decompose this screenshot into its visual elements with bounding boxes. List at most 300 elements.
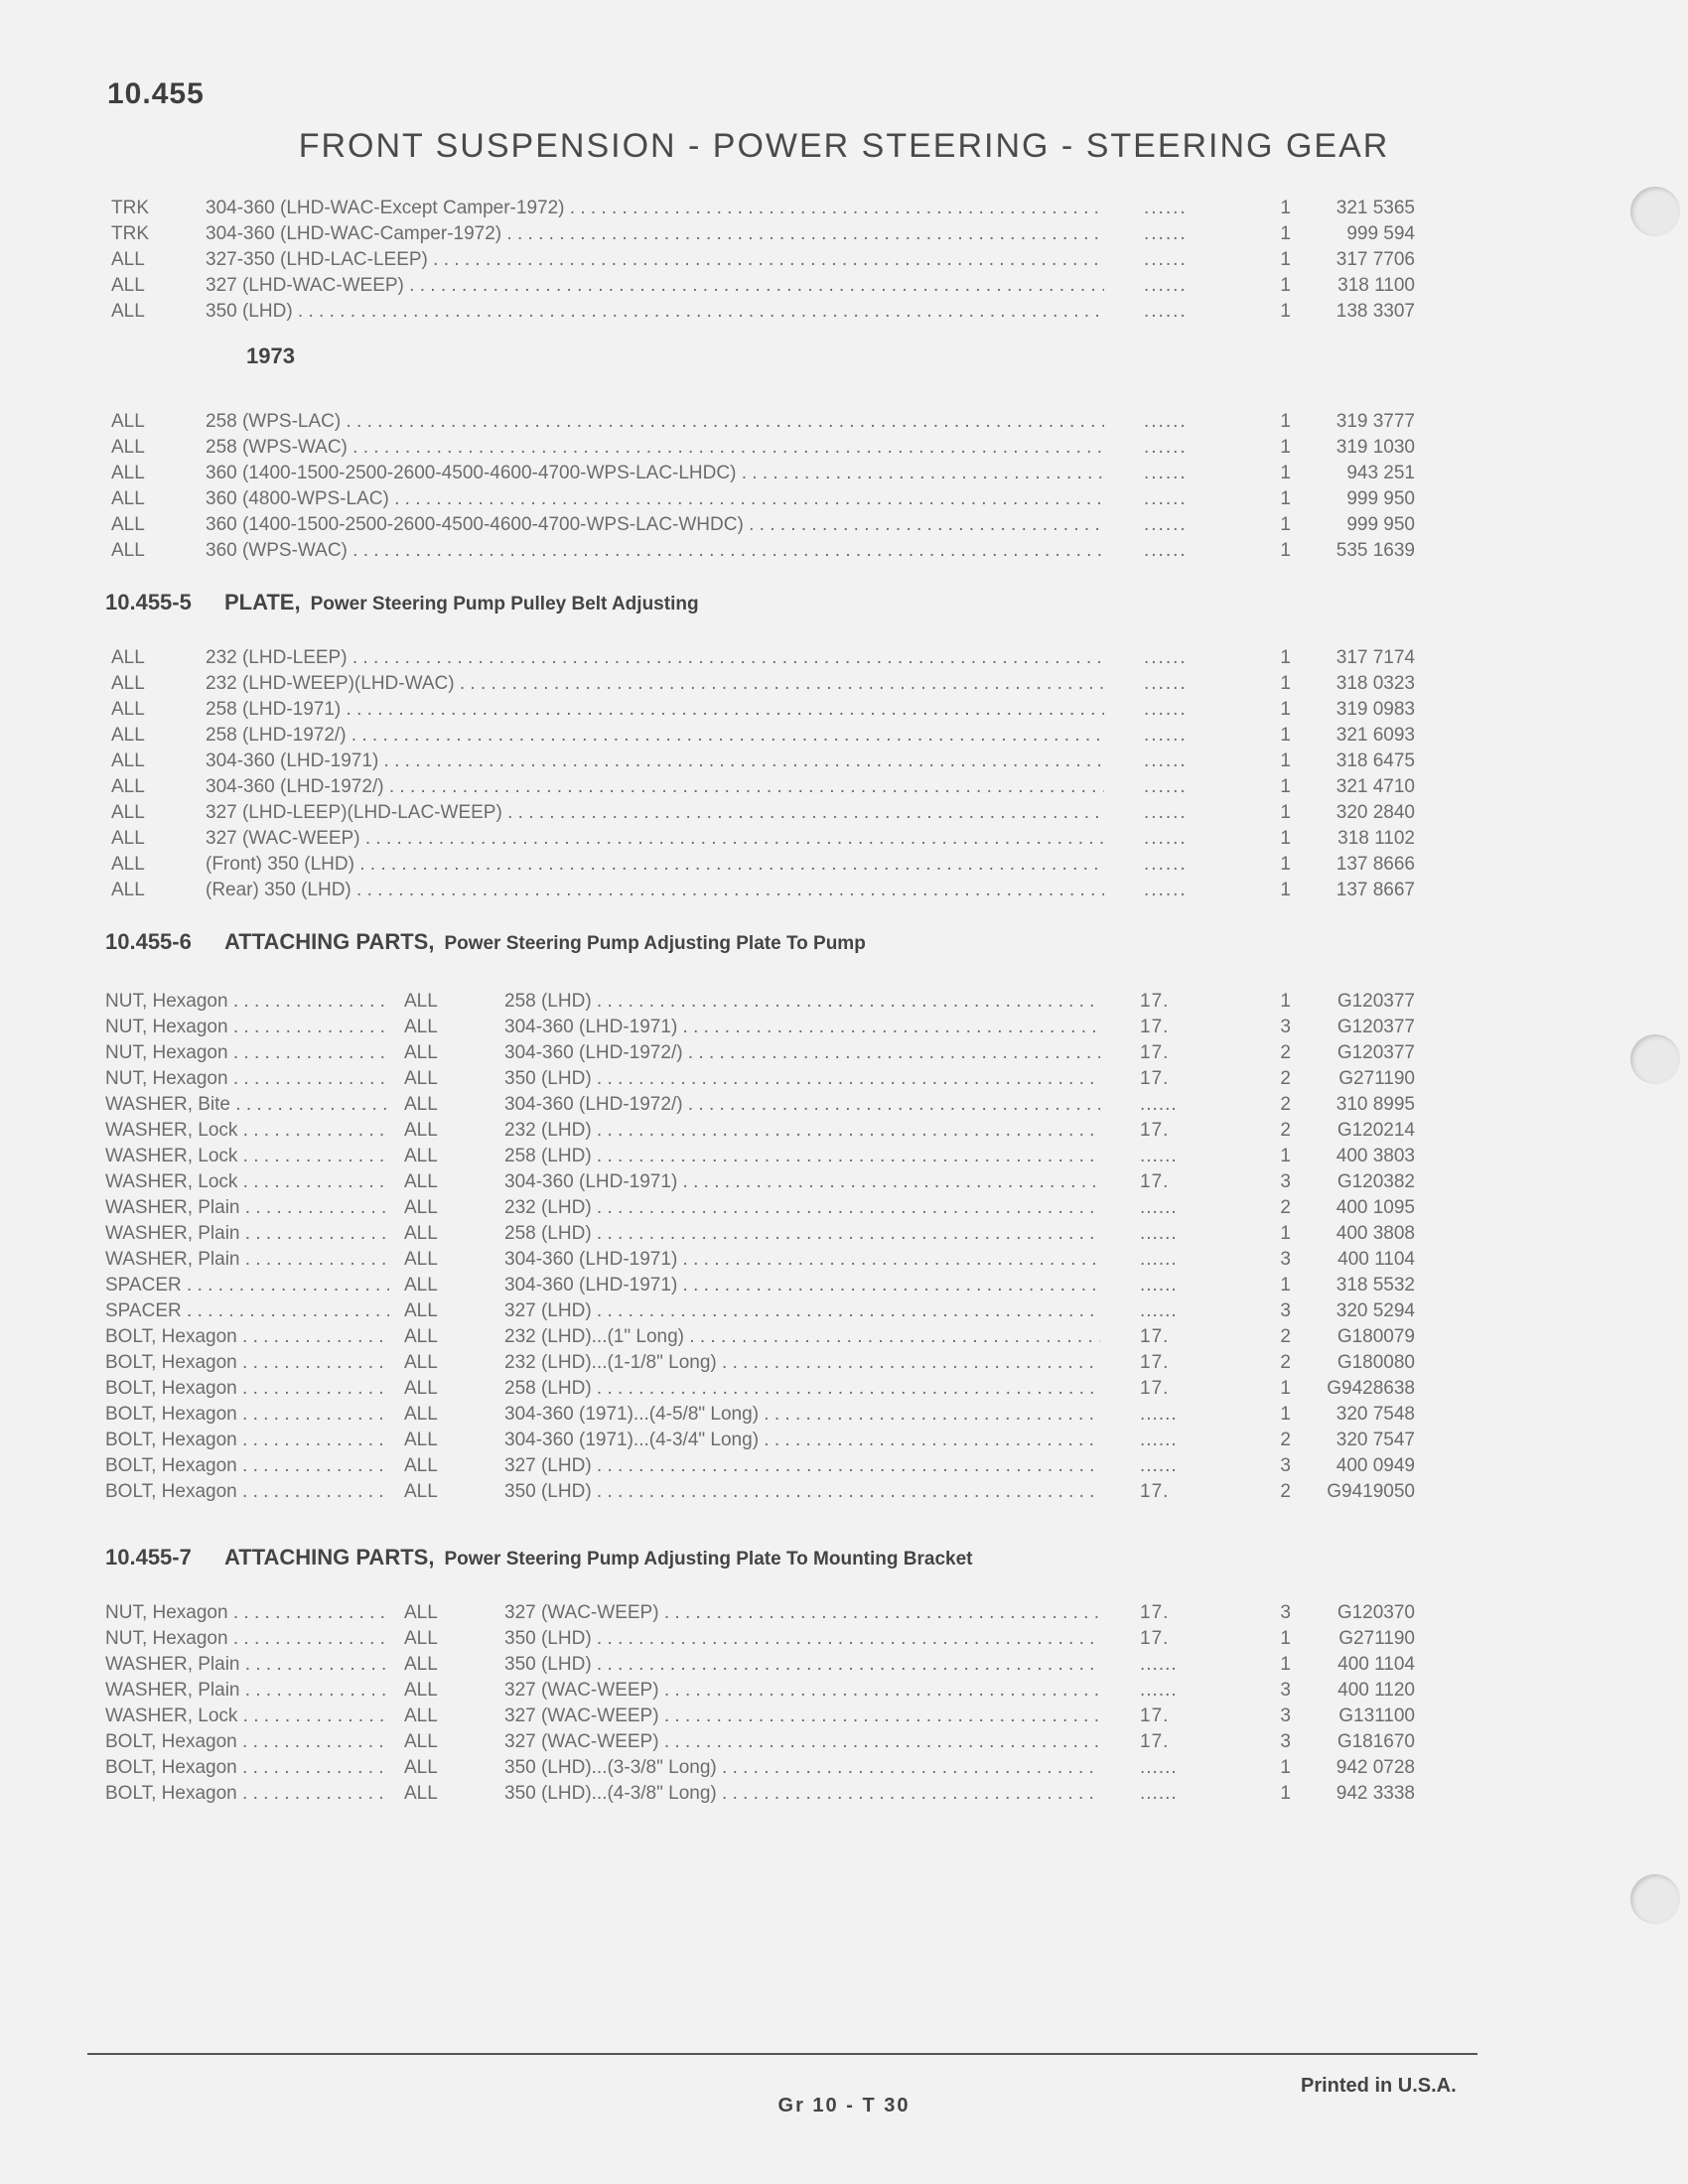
part-number: 320 7548 (1336, 1404, 1415, 1425)
parts-row (0, 1118, 1688, 1144)
parts-row (0, 852, 1688, 878)
parts-row (0, 221, 1688, 247)
group-dots: ...... (1144, 854, 1188, 875)
parts-row (0, 1600, 1688, 1626)
description: 304-360 (LHD-1971) . . . (504, 1247, 1100, 1273)
group-dots: ...... (1144, 411, 1188, 432)
application: ALL (111, 488, 145, 509)
application: ALL (111, 514, 145, 535)
application: ALL (404, 1783, 438, 1804)
parts-row (0, 1092, 1688, 1118)
application: ALL (111, 854, 145, 875)
group-number: ...... (1140, 1680, 1178, 1701)
quantity: 1 (1280, 725, 1291, 746)
group-number: 17. (1140, 991, 1170, 1012)
part-name: WASHER, Plain . . . (105, 1195, 389, 1221)
application: ALL (111, 463, 145, 483)
quantity: 1 (1280, 751, 1291, 771)
section-number: 10.455-5 (105, 590, 192, 614)
description: 304-360 (LHD-1971) . . . (504, 1015, 1100, 1040)
application: ALL (111, 301, 145, 322)
part-name: WASHER, Plain . . . (105, 1652, 389, 1678)
group-dots: ...... (1144, 249, 1188, 270)
quantity: 1 (1280, 488, 1291, 509)
parts-row (0, 749, 1688, 774)
parts-row (0, 1652, 1688, 1678)
description: 327 (LHD) . . . (504, 1453, 1100, 1479)
part-name: NUT, Hexagon . . . (105, 1066, 389, 1092)
quantity: 2 (1280, 1481, 1291, 1502)
parts-row (0, 723, 1688, 749)
description: 258 (LHD) . . . (504, 1144, 1100, 1169)
application: ALL (404, 1455, 438, 1476)
description: 304-360 (1971)...(4-3/4" Long) . . . (504, 1428, 1100, 1453)
application: ALL (404, 1680, 438, 1701)
part-number: 318 1102 (1337, 828, 1415, 849)
part-name: NUT, Hexagon . . . (105, 1600, 389, 1626)
description: (Front) 350 (LHD) . . . (206, 852, 1104, 878)
part-name: BOLT, Hexagon . . . (105, 1479, 389, 1505)
quantity: 2 (1280, 1352, 1291, 1373)
parts-row (0, 1298, 1688, 1324)
application: ALL (404, 1120, 438, 1141)
description: 232 (LHD)...(1-1/8" Long) . . . (504, 1350, 1100, 1376)
application: ALL (404, 1757, 438, 1778)
part-number: G9428638 (1327, 1378, 1415, 1399)
description: 304-360 (LHD-WAC-Except Camper-1972) . . . (206, 196, 1104, 221)
application: ALL (111, 751, 145, 771)
part-number: 321 5365 (1336, 198, 1415, 218)
quantity: 1 (1280, 540, 1291, 561)
page-footer: Gr 10 - T 30 (777, 2095, 911, 2116)
part-number: 137 8666 (1336, 854, 1415, 875)
quantity: 1 (1280, 463, 1291, 483)
application: ALL (404, 1628, 438, 1649)
group-number: 17. (1140, 1706, 1170, 1726)
part-number: G120377 (1336, 991, 1415, 1012)
part-name: WASHER, Bite . . . (105, 1092, 389, 1118)
quantity: 1 (1280, 991, 1291, 1012)
application: ALL (111, 725, 145, 746)
part-number: 999 950 (1346, 488, 1415, 509)
parts-row (0, 1221, 1688, 1247)
group-dots: ...... (1144, 673, 1188, 694)
description: 350 (LHD) . . . (504, 1652, 1100, 1678)
application: ALL (404, 1068, 438, 1089)
section-subtitle: Power Steering Pump Pulley Belt Adjusting (310, 594, 699, 614)
part-name: WASHER, Lock . . . (105, 1704, 389, 1729)
part-number: G271190 (1338, 1628, 1415, 1649)
quantity: 1 (1280, 275, 1291, 296)
parts-row (0, 1169, 1688, 1195)
description: 360 (1400-1500-2500-2600-4500-4600-4700-WPS-LAC-LHDC) . . . (206, 461, 1104, 486)
quantity: 1 (1280, 1757, 1291, 1778)
section-heading (105, 590, 699, 615)
group-dots: ...... (1144, 802, 1188, 823)
application: ALL (111, 802, 145, 823)
part-number: 942 3338 (1336, 1783, 1415, 1804)
group-number: ...... (1140, 1430, 1178, 1450)
quantity: 1 (1280, 411, 1291, 432)
part-number: 999 594 (1346, 223, 1415, 244)
parts-row (0, 1729, 1688, 1755)
section-title: ATTACHING PARTS, (224, 1545, 435, 1570)
part-number: 400 3808 (1336, 1223, 1415, 1244)
part-number: 321 6093 (1336, 725, 1415, 746)
description: 258 (LHD-1972/) . . . (206, 723, 1104, 749)
parts-row (0, 299, 1688, 325)
description: 327-350 (LHD-LAC-LEEP) . . . (206, 247, 1104, 273)
group-dots: ...... (1144, 198, 1188, 218)
quantity: 3 (1280, 1171, 1291, 1192)
group-dots: ...... (1144, 880, 1188, 900)
application: ALL (404, 1249, 438, 1270)
application: ALL (111, 275, 145, 296)
application: ALL (404, 1602, 438, 1623)
part-name: BOLT, Hexagon . . . (105, 1376, 389, 1402)
application: ALL (404, 1094, 438, 1115)
quantity: 2 (1280, 1068, 1291, 1089)
quantity: 1 (1280, 1628, 1291, 1649)
description: 258 (LHD) . . . (504, 1221, 1100, 1247)
application: ALL (404, 1706, 438, 1726)
footer-rule (87, 2053, 1477, 2055)
description: 360 (4800-WPS-LAC) . . . (206, 486, 1104, 512)
part-number: 320 5294 (1336, 1300, 1415, 1321)
description: 350 (LHD)...(3-3/8" Long) . . . (504, 1755, 1100, 1781)
quantity: 1 (1280, 673, 1291, 694)
part-number: G131100 (1338, 1706, 1415, 1726)
part-number: G120377 (1336, 1042, 1415, 1063)
part-name: SPACER . . . (105, 1273, 389, 1298)
description: 360 (WPS-WAC) . . . (206, 538, 1104, 564)
group-dots: ...... (1144, 437, 1188, 458)
part-number: G120214 (1336, 1120, 1415, 1141)
part-number: 319 0983 (1336, 699, 1415, 720)
group-number: ...... (1140, 1249, 1178, 1270)
part-number: G180079 (1336, 1326, 1415, 1347)
parts-row (0, 1040, 1688, 1066)
application: ALL (404, 1481, 438, 1502)
application: TRK (111, 198, 149, 218)
application: ALL (404, 1326, 438, 1347)
description: 327 (WAC-WEEP) . . . (206, 826, 1104, 852)
quantity: 3 (1280, 1731, 1291, 1752)
parts-row (0, 538, 1688, 564)
part-name: BOLT, Hexagon . . . (105, 1729, 389, 1755)
description: 350 (LHD) . . . (504, 1066, 1100, 1092)
application: ALL (111, 647, 145, 668)
application: ALL (111, 540, 145, 561)
part-number: 943 251 (1346, 463, 1415, 483)
group-dots: ...... (1144, 514, 1188, 535)
application: ALL (404, 1352, 438, 1373)
group-number: ...... (1140, 1146, 1178, 1166)
parts-row (0, 1678, 1688, 1704)
description: 327 (LHD) . . . (504, 1298, 1100, 1324)
application: ALL (404, 1042, 438, 1063)
group-number: ...... (1140, 1455, 1178, 1476)
quantity: 2 (1280, 1120, 1291, 1141)
quantity: 1 (1280, 854, 1291, 875)
description: 232 (LHD) . . . (504, 1118, 1100, 1144)
quantity: 1 (1280, 1146, 1291, 1166)
description: 360 (1400-1500-2500-2600-4500-4600-4700-WPS-LAC-WHDC) . . . (206, 512, 1104, 538)
application: ALL (404, 1017, 438, 1037)
parts-row (0, 1144, 1688, 1169)
part-number: 400 1095 (1336, 1197, 1415, 1218)
parts-row (0, 1755, 1688, 1781)
parts-row (0, 1273, 1688, 1298)
part-number: 320 7547 (1336, 1430, 1415, 1450)
section-title: PLATE, (224, 590, 301, 614)
application: ALL (111, 880, 145, 900)
part-number: 535 1639 (1336, 540, 1415, 561)
group-number: 17. (1140, 1068, 1170, 1089)
parts-row (0, 1247, 1688, 1273)
group-number: ...... (1140, 1223, 1178, 1244)
part-name: WASHER, Lock . . . (105, 1169, 389, 1195)
quantity: 1 (1280, 249, 1291, 270)
quantity: 3 (1280, 1300, 1291, 1321)
group-number: ...... (1140, 1654, 1178, 1675)
description: 327 (LHD-LEEP)(LHD-LAC-WEEP) . . . (206, 800, 1104, 826)
part-name: WASHER, Lock . . . (105, 1118, 389, 1144)
group-dots: ...... (1144, 699, 1188, 720)
description: 304-360 (LHD-1971) . . . (206, 749, 1104, 774)
description: 327 (WAC-WEEP) . . . (504, 1600, 1100, 1626)
parts-row (0, 1015, 1688, 1040)
group-dots: ...... (1144, 751, 1188, 771)
part-number: 317 7174 (1336, 647, 1415, 668)
part-number: G271190 (1338, 1068, 1415, 1089)
quantity: 1 (1280, 699, 1291, 720)
parts-row (0, 774, 1688, 800)
description: 232 (LHD-WEEP)(LHD-WAC) . . . (206, 671, 1104, 697)
quantity: 1 (1280, 1378, 1291, 1399)
page-title: FRONT SUSPENSION - POWER STEERING - STEERING GEAR (298, 127, 1390, 165)
part-number: 318 6475 (1336, 751, 1415, 771)
section-title: ATTACHING PARTS, (224, 929, 435, 954)
part-number: 321 4710 (1336, 776, 1415, 797)
application: ALL (404, 1171, 438, 1192)
parts-row (0, 989, 1688, 1015)
quantity: 3 (1280, 1706, 1291, 1726)
quantity: 1 (1280, 776, 1291, 797)
description: 327 (WAC-WEEP) . . . (504, 1704, 1100, 1729)
part-number: 400 1104 (1337, 1654, 1415, 1675)
description: 304-360 (LHD-WAC-Camper-1972) . . . (206, 221, 1104, 247)
binder-hole (1630, 1874, 1680, 1924)
part-name: BOLT, Hexagon . . . (105, 1453, 389, 1479)
part-number: 318 5532 (1336, 1275, 1415, 1296)
parts-row (0, 1066, 1688, 1092)
group-dots: ...... (1144, 275, 1188, 296)
group-number: ...... (1140, 1197, 1178, 1218)
description: 350 (LHD)...(4-3/8" Long) . . . (504, 1781, 1100, 1807)
description: 232 (LHD-LEEP) . . . (206, 645, 1104, 671)
group-number: 17. (1140, 1017, 1170, 1037)
parts-row (0, 1479, 1688, 1505)
application: ALL (111, 776, 145, 797)
description: 350 (LHD) . . . (504, 1626, 1100, 1652)
section-number: 10.455-7 (105, 1545, 192, 1570)
application: ALL (404, 1430, 438, 1450)
part-number: 319 3777 (1336, 411, 1415, 432)
application: TRK (111, 223, 149, 244)
description: 304-360 (1971)...(4-5/8" Long) . . . (504, 1402, 1100, 1428)
description: 304-360 (LHD-1971) . . . (504, 1273, 1100, 1298)
part-name: SPACER . . . (105, 1298, 389, 1324)
group-dots: ...... (1144, 776, 1188, 797)
application: ALL (404, 1654, 438, 1675)
parts-row (0, 878, 1688, 903)
part-name: NUT, Hexagon . . . (105, 1626, 389, 1652)
application: ALL (111, 699, 145, 720)
application: ALL (404, 1404, 438, 1425)
part-number: 319 1030 (1336, 437, 1415, 458)
part-number: 310 8995 (1336, 1094, 1415, 1115)
page-number: 10.455 (107, 77, 205, 110)
parts-row (0, 512, 1688, 538)
application: ALL (404, 1731, 438, 1752)
quantity: 1 (1280, 514, 1291, 535)
quantity: 3 (1280, 1680, 1291, 1701)
parts-row (0, 273, 1688, 299)
description: 258 (WPS-WAC) . . . (206, 435, 1104, 461)
description: 327 (LHD-WAC-WEEP) . . . (206, 273, 1104, 299)
description: 258 (LHD) . . . (504, 1376, 1100, 1402)
parts-row (0, 671, 1688, 697)
part-name: BOLT, Hexagon . . . (105, 1755, 389, 1781)
part-number: 999 950 (1346, 514, 1415, 535)
binder-hole (1630, 1034, 1680, 1084)
group-number: 17. (1140, 1042, 1170, 1063)
quantity: 1 (1280, 880, 1291, 900)
description: 350 (LHD) . . . (206, 299, 1104, 325)
part-number: 400 3803 (1336, 1146, 1415, 1166)
quantity: 1 (1280, 647, 1291, 668)
group-number: 17. (1140, 1326, 1170, 1347)
year-heading: 1973 (246, 343, 295, 368)
description: 304-360 (LHD-1972/) . . . (206, 774, 1104, 800)
parts-row (0, 1350, 1688, 1376)
parts-row (0, 486, 1688, 512)
description: 232 (LHD)...(1" Long) . . . (504, 1324, 1100, 1350)
part-number: 317 7706 (1336, 249, 1415, 270)
quantity: 3 (1280, 1455, 1291, 1476)
part-number: 138 3307 (1336, 301, 1415, 322)
group-number: 17. (1140, 1481, 1170, 1502)
description: 232 (LHD) . . . (504, 1195, 1100, 1221)
parts-row (0, 1781, 1688, 1807)
parts-row (0, 1376, 1688, 1402)
description: 327 (WAC-WEEP) . . . (504, 1729, 1100, 1755)
description: 258 (WPS-LAC) . . . (206, 409, 1104, 435)
application: ALL (111, 828, 145, 849)
quantity: 1 (1280, 437, 1291, 458)
part-name: BOLT, Hexagon . . . (105, 1428, 389, 1453)
part-name: BOLT, Hexagon . . . (105, 1324, 389, 1350)
part-number: G9419050 (1327, 1481, 1415, 1502)
part-number: 137 8667 (1336, 880, 1415, 900)
quantity: 1 (1280, 1275, 1291, 1296)
quantity: 3 (1280, 1249, 1291, 1270)
group-number: ...... (1140, 1783, 1178, 1804)
part-name: WASHER, Plain . . . (105, 1221, 389, 1247)
part-name: BOLT, Hexagon . . . (105, 1402, 389, 1428)
part-number: 400 1120 (1337, 1680, 1415, 1701)
parts-row (0, 645, 1688, 671)
application: ALL (404, 1378, 438, 1399)
application: ALL (111, 249, 145, 270)
group-number: 17. (1140, 1120, 1170, 1141)
parts-row (0, 461, 1688, 486)
application: ALL (111, 411, 145, 432)
application: ALL (111, 437, 145, 458)
parts-row (0, 1704, 1688, 1729)
part-number: 400 1104 (1337, 1249, 1415, 1270)
quantity: 2 (1280, 1197, 1291, 1218)
quantity: 2 (1280, 1042, 1291, 1063)
group-number: 17. (1140, 1628, 1170, 1649)
application: ALL (404, 1300, 438, 1321)
group-dots: ...... (1144, 647, 1188, 668)
description: 304-360 (LHD-1972/) . . . (504, 1092, 1100, 1118)
parts-row (0, 1195, 1688, 1221)
group-dots: ...... (1144, 463, 1188, 483)
part-number: 318 0323 (1336, 673, 1415, 694)
description: 327 (WAC-WEEP) . . . (504, 1678, 1100, 1704)
group-number: 17. (1140, 1378, 1170, 1399)
description: 258 (LHD) . . . (504, 989, 1100, 1015)
part-name: WASHER, Plain . . . (105, 1678, 389, 1704)
parts-row (0, 697, 1688, 723)
application: ALL (111, 673, 145, 694)
group-number: ...... (1140, 1300, 1178, 1321)
part-name: BOLT, Hexagon . . . (105, 1350, 389, 1376)
application: ALL (404, 991, 438, 1012)
quantity: 3 (1280, 1017, 1291, 1037)
group-dots: ...... (1144, 828, 1188, 849)
description: 304-360 (LHD-1972/) . . . (504, 1040, 1100, 1066)
part-number: 318 1100 (1337, 275, 1415, 296)
group-number: 17. (1140, 1731, 1170, 1752)
quantity: 1 (1280, 802, 1291, 823)
part-name: NUT, Hexagon . . . (105, 1040, 389, 1066)
quantity: 1 (1280, 828, 1291, 849)
description: 350 (LHD) . . . (504, 1479, 1100, 1505)
parts-row (0, 1626, 1688, 1652)
part-name: NUT, Hexagon . . . (105, 1015, 389, 1040)
group-dots: ...... (1144, 488, 1188, 509)
parts-row (0, 1453, 1688, 1479)
parts-row (0, 800, 1688, 826)
quantity: 2 (1280, 1326, 1291, 1347)
parts-row (0, 1428, 1688, 1453)
quantity: 2 (1280, 1094, 1291, 1115)
group-number: 17. (1140, 1171, 1170, 1192)
application: ALL (404, 1146, 438, 1166)
parts-row (0, 196, 1688, 221)
part-number: 400 0949 (1336, 1455, 1415, 1476)
quantity: 1 (1280, 198, 1291, 218)
group-dots: ...... (1144, 540, 1188, 561)
group-dots: ...... (1144, 301, 1188, 322)
section-subtitle: Power Steering Pump Adjusting Plate To Pump (444, 933, 866, 954)
parts-row (0, 1402, 1688, 1428)
group-number: ...... (1140, 1757, 1178, 1778)
